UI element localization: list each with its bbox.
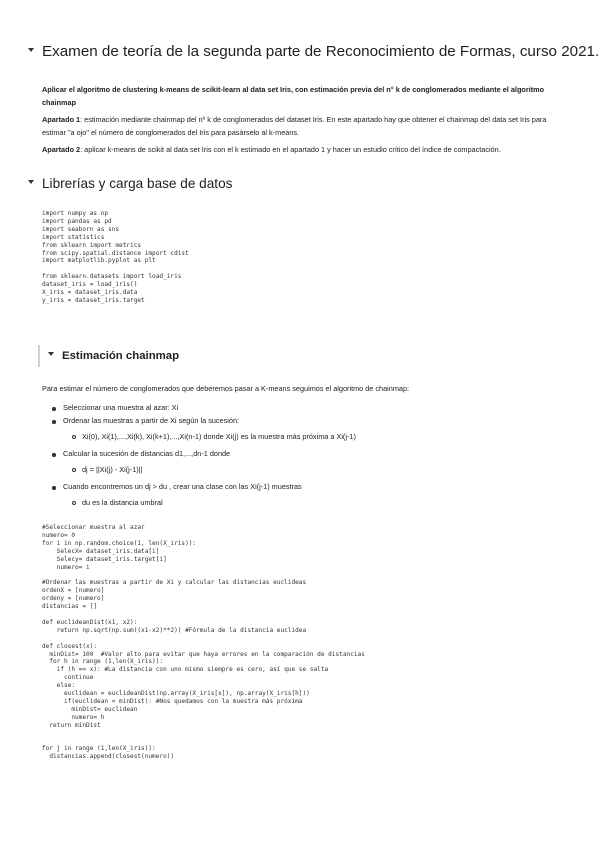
notebook-heading-3 — [38, 345, 179, 367]
bullet-dot-icon — [52, 486, 56, 490]
chainmap-intro-paragraph: Para estimar el número de conglomerados que deberemos pasar a K-means seguimos el algoritmo de chainmap: — [42, 384, 410, 393]
heading-2-text: Librerías y carga base de datos — [42, 176, 233, 191]
notebook-heading-1 — [28, 43, 600, 60]
apartado-1-text: : estimación mediante chainmap del nº k de conglomerados del dataset Iris. En este apartado hay que obtener el chainmap del data set Iris para estimar "a ojo" el número de conglomerados del Iris para pasárselo al k-means. — [42, 115, 547, 138]
list-item: du es la distancia umbral — [82, 498, 163, 507]
list-item: Ordenar las muestras a partir de Xi según la sucesión: — [63, 416, 240, 425]
bullet-circle-icon — [72, 468, 76, 472]
bullet-circle-icon — [72, 501, 76, 505]
code-cell-chainmap: #Seleccionar muestra al azar numero= 0 for i in np.random.choice(1, len(X_iris)): SelecX= dataset_iris.data[i] Selecy= dataset_iris.target[i] numero= i #Ordenar las muestras a partir de Xi y calcular las distancias euclideas ordenX = [numero] ordeny = [numero] distancias = [] def euclideanDist(x1, x2): return np.sqrt(np.sum((x1-x2)**2)) #Fórmula de la distancia euclidea def closest(x): minDist= 100 #Valor alto para evitar que haya errores en la comparación de distancias for h in range (1,len(X_iris)): if (h == x): #La distancia con uno mismo siempre es cero, así que se salta continue else: euclidean = euclideanDist(np.array(X_iris[x]), np.array(X_iris[h])) if(euclidean < minDist): #Nos quedamos con la muestra más próxima minDist= euclidean numero= h return minDist for j in range (1,len(X_iris)): distancias.append(closest(numero)) — [42, 524, 365, 761]
list-item: Xi(0), Xi(1),...,Xi(k), Xi(k+1),...,Xi(n-1) donde Xi(j) es la muestra más próxima a Xi(j-1) — [82, 432, 356, 441]
apartado-1-paragraph — [42, 113, 564, 139]
collapse-caret-icon[interactable] — [28, 180, 34, 184]
apartado-2-text: : aplicar k-means de scikit al data set Iris con el k estimado en el apartado 1 y hacer un estudio crítico del índice de compactación. — [80, 145, 501, 154]
intro-bold-paragraph: Aplicar el algoritmo de clustering k-means de scikit-learn al data set Iris, con estimación previa del n° k de conglomerados mediante el algoritmo chainmap — [42, 85, 545, 108]
bullet-dot-icon — [52, 453, 56, 457]
list-item: dj = ||Xi(j) - Xi(j-1)|| — [82, 465, 143, 474]
collapse-caret-icon[interactable] — [28, 48, 34, 52]
apartado-1-label: Apartado 1 — [42, 115, 81, 124]
list-item: Calcular la sucesión de distancias d1,...,dn-1 donde — [63, 449, 231, 458]
notebook-heading-2 — [28, 176, 232, 191]
code-cell-imports: import numpy as np import pandas as pd import seaborn as sns import statistics from sklearn import metrics from scipy.spatial.distance import cdist import matplotlib.pyplot as plt from sklearn.datasets import load_iris dataset_iris = load_iris() X_iris = dataset_iris.data y_iris = dataset_iris.target — [42, 210, 189, 304]
bullet-dot-icon — [52, 407, 56, 411]
heading-1-text: Examen de teoría de la segunda parte de Reconocimiento de Formas, curso 2021. — [42, 43, 600, 60]
collapse-caret-icon[interactable] — [48, 352, 54, 356]
list-item: Seleccionar una muestra al azar: Xi — [63, 403, 179, 412]
bullet-circle-icon — [72, 435, 76, 439]
apartado-2-paragraph — [42, 143, 564, 156]
bullet-dot-icon — [52, 420, 56, 424]
heading-3-text: Estimación chainmap — [62, 350, 180, 362]
apartado-2-label: Apartado 2 — [42, 145, 81, 154]
list-item: Cuando encontremos un dj > du , crear una clase con las Xi(j-1) muestras — [63, 482, 302, 491]
